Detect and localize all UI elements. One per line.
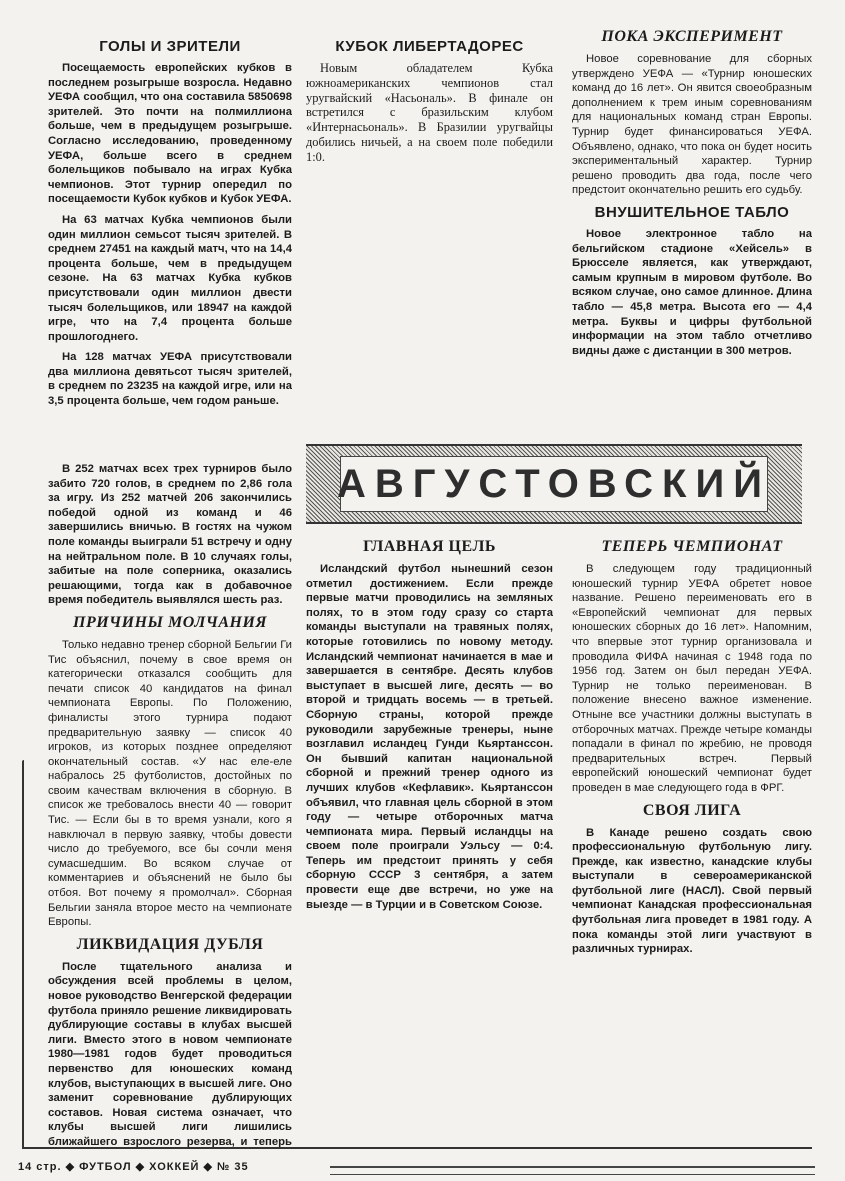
- article-goly-paragraph-4: В 252 матчах всех трех турниров было забито 720 голов, в среднем по 2,86 гола за игру. Из 252 матчей 206 закончились победой одной из команд и 46 завершились вничью. В гостях на чужом поле команды выиграли 51 встречу и одну на нейтральном поле. В 10 случаях голы, забитые на поле соперника, оказались решающими, тогда как в добавочное время победитель выявлялся шесть раз.: [48, 463, 292, 607]
- article-goly-paragraph-1: Посещаемость европейских кубков в последнем розыгрыше возросла. Недавно УЕФА сообщил, что она составила 5850698 зрителей. Это почти на полмиллиона больше, чем в предыдущем розыгрыше. Согласно исследованию, проведенному УЕФА, больше всего в среднем болельщиков побывало на играх Кубка чемпионов. Этот турнир опередил по посещаемости Кубок кубков и Кубок УЕФА.: [48, 62, 292, 206]
- article-chempionat-paragraph-1: В следующем году традиционный юношеский турнир УЕФА обретет новое название. Решено переименовать его в «Европейский чемпионат для первых юношеских сборных до 16 лет». Напомним, что впервые этот турнир организовала и проводила ФИФА начиная с 1948 года по 1956 год. Затем он был передан УЕФА. Турнир не только переименован. В положение внесено важное изменение. Отныне все участники должны выступать в отборочных матчах. Прежде четыре команды попадали в финал по жребию, не проводя предварительных встреч. Первый европейский юношеский чемпионат будет проведен в мае следующего года в ФРГ.: [572, 563, 812, 794]
- article-title-kubok: КУБОК ЛИБЕРТАДОРЕС: [335, 38, 524, 55]
- article-title-chempionat: ТЕПЕРЬ ЧЕМПИОНАТ: [601, 538, 783, 555]
- article-title-glavnaya: ГЛАВНАЯ ЦЕЛЬ: [363, 538, 496, 555]
- section-banner-frame: [337, 456, 771, 512]
- article-goly-paragraph-3: На 128 матчах УЕФА присутствовали два миллиона девятьсот тысяч зрителей, в среднем по 23235 на каждой игре, или на 3,5 процента больше, чем годом раньше.: [48, 351, 292, 408]
- page-footer: 14 стр. ◆ ФУТБОЛ ◆ ХОККЕЙ ◆ № 35: [18, 1161, 249, 1173]
- article-kubok-paragraph-1: Новым обладателем Кубка южноамериканских чемпионов стал уругвайский «Насьональ». В финале он встретился с бразильским клубом «Интернасьональ». В Бразилии уругвайцы добились ничьей, а на своем поле победили 1:0.: [306, 61, 553, 164]
- column-3-bottom: [572, 538, 812, 1143]
- page-bottom-rule: [22, 1147, 812, 1149]
- article-title-poka: ПОКА ЭКСПЕРИМЕНТ: [601, 28, 783, 45]
- article-glavnaya-paragraph-1: Исландский футбол нынешний сезон отметил достижением. Если прежде первые матчи проводились на земляных полях, то в этом году сразу со старта команды выступали на травяных полях, которые готовились по новому методу. Исландский чемпионат начинается в мае и завершается в сентябре. Десять клубов выступает в высшей лиге, десять — во второй и тридцать восемь — в третьей. Сборную страны, которой прежде руководили зарубежные тренеры, ныне возглавил исландец Гунди Кьяртанссон. Он бывший капитан национальной сборной и прежний тренер одного из лучших клубов «Кефлавик». Кьяртанссон объявил, что главная цель сборной в этом году — четыре отборочных матча чемпионата мира. Первый исландцы на своем поле проиграли Уэльсу — 0:4. Теперь им предстоит принять у себя сборную СССР 3 сентября, а затем провести еще две встречи, но уже на выезде — в Турции и в Советском Союзе.: [306, 563, 553, 911]
- column-2-bottom: [306, 538, 553, 1143]
- article-goly-paragraph-2: На 63 матчах Кубка чемпионов были один миллион семьсот тысяч зрителей. В среднем 27451 на каждый матч, что на 14,4 процента больше, чем в предыдущем сезоне. На 63 матчах Кубка кубков присутствовали один миллион двести тысяч болельщиков, или 18947 на каждой игре, что на 7,4 процента больше прошлогоднего.: [48, 213, 292, 343]
- article-title-likvidaciya: ЛИКВИДАЦИЯ ДУБЛЯ: [76, 935, 264, 953]
- article-title-liga: СВОЯ ЛИГА: [642, 801, 742, 819]
- column-3-top: [572, 28, 812, 438]
- section-banner-text: АВГУСТОВСКИЙ: [337, 461, 771, 506]
- article-title-tablo: ВНУШИТЕЛЬНОЕ ТАБЛО: [594, 203, 790, 221]
- article-likvidaciya-paragraph-1: После тщательного анализа и обсуждения всей проблемы в целом, новое руководство Венгерской федерации футбола приняло решение ликвидировать дублирующие составы в клубах высшей лиги. Вместо этого в новом чемпионате 1980—1981 годов будет проводиться первенство для юношеских команд клубов, выступающих в высшей лиге. Оно заменит соревнование дублирующих составов. Новая система означает, что клубы высшей лиги лишились ближайшего взрослого резерва, и теперь: [48, 960, 292, 1147]
- column-1-top: [48, 38, 292, 438]
- article-liga-paragraph-1: В Канаде решено создать свою профессиональную футбольную лигу. Прежде, как известно, канадские клубы выступали в североамериканской футбольной лиге (НАСЛ). Свой первый чемпионат Канадская профессиональная футбольная лига проведет в 1981 году. А пока команды этой лиги участвуют в различных турнирах.: [572, 826, 812, 956]
- article-tablo-paragraph-1: Новое электронное табло на бельгийском стадионе «Хейсель» в Брюсселе является, как утверждают, самым крупным в мировом футболе. Во всяком случае, оно самое длинное. Длина табло — 45,8 метра. Высота его — 4,4 метра. Буквы и цифры футбольной информации на этом табло отчетливо видны даже с дистанции в 300 метров.: [572, 227, 812, 357]
- page-left-rule: [22, 760, 24, 1148]
- article-title-goly: ГОЛЫ И ЗРИТЕЛИ: [99, 38, 241, 55]
- column-2-top: [306, 38, 553, 433]
- footer-rule: [330, 1166, 815, 1175]
- article-poka-paragraph-1: Новое соревнование для сборных утверждено УЕФА — «Турнир юношеских команд до 16 лет». Он явится своеобразным дополнением к трем иным соревнованиям для национальных команд стран Европы. Турнир будет финансироваться УЕФА. Объявлено, однако, что пока он будет носить экспериментальный характер. Турнир решено проводить два года, после чего предстоит окончательно решить его судьбу.: [572, 53, 812, 197]
- article-prichiny-paragraph-1: Только недавно тренер сборной Бельгии Ги Тис объяснил, почему в свое время он категорически отказался сообщить для печати список 40 кандидатов на финал чемпионата Европы. По Положению, финалисты этого турнира подают предварительную заявку — список 40 игроков, из которых позднее определяют окончательный состав. «У нас еле-еле набралось 25 футболистов, достойных по своим качествам включения в сборную. В список же требовалось внести 40 — говорит Тис. — Если бы в то время узнали, кого я навключал в первую заявку, чтобы довести число до требуемого, все бы сочли меня сумасшедшим. Во всяком случае от комментариев и объяснений не было бы отбоя. Вот почему я промолчал». Сборная Бельгии заняла второе место на чемпионате Европы.: [48, 638, 292, 929]
- column-1-bottom: [48, 462, 292, 1147]
- section-banner: [306, 444, 802, 524]
- article-title-prichiny: ПРИЧИНЫ МОЛЧАНИЯ: [73, 613, 267, 631]
